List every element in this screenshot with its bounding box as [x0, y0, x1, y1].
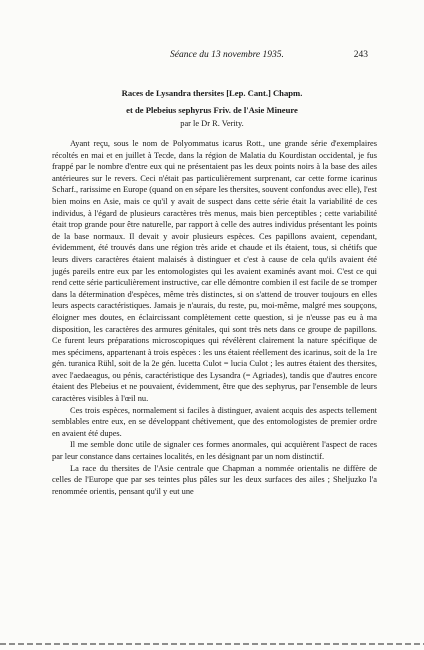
paragraph: Il me semble donc utile de signaler ces formes anormales, qui acquièrent l'aspect de races par leur constance dans certaines localités, en les désignant par un nom distinctif.	[52, 440, 377, 462]
paragraph: Ayant reçu, sous le nom de Polyommatus icarus Rott., une grande série d'exemplaires récoltés en mai et en juillet à Tecde, dans la région de Malatia du Kourdistan occidental, je fus frappé par le nombre d'entre eux qui ne présentaient pas les deux points noirs à la base des ailes antérieures sur le revers. Ceci n'était pas particulièrement surprenant, car cette forme icarinus Scharf., rarissime en Europe (quand on en sépare les thersites, souvent confondus avec elle), l'est bien moins en Asie, mais ce qu'il y avait de suspect dans cette série était la variabilité de ces individus, à l'égard de plusieurs caractères très menus, mais bien perceptibles ; cette variabilité était trop grande pour être naturelle, par rapport à celle des autres individus présentant les points de la base normaux. Il devait y avoir plusieurs espèces. Ces papillons avaient, cependant, évidemment, été trouvés dans une région très aride et chaude et ils étaient, tous, si chétifs que leurs divers caractères étaient malaisés à distinguer et c'est à cause de cela qu'ils avaient été jugés pareils entre eux par les entomologistes qui les avaient examinés avant moi. C'est ce qui rend cette série particulièrement instructive, car elle démontre combien il est facile de se tromper dans la détermination d'espèces, même très distinctes, si on s'attend de trouver toujours en elles leurs aspects caractéristiques. Jamais je n'aurais, du reste, pu, moi-même, malgré mes soupçons, éloigner mes doutes, en éclaircissant complètement cette question, si je n'eusse pas eu à ma disposition, les caractères des armures génitales, qui sont très nets dans ce groupe de papillons. Ce furent leurs préparations microscopiques qui révélèrent clairement la nature spécifique de mes spécimens, appartenant à trois espèces : les uns étaient réellement des icarinus, soit de la 1re gén. turanica Rühl, soit de la 2e gén. lucetta Culot = lucia Culot ; les autres étaient des thersites, avec l'aedaeagus, ou pénis, caractéristique des Lysandra (= Agriades), tandis que d'autres encore étaient des Plebeius et ne pouvaient, évidemment, être que des sephyrus, par l'ensemble de leurs caractères visibles à l'œil nu.	[52, 139, 377, 404]
article-title	[0, 85, 424, 119]
article-title-line-1: Races de Lysandra thersites [Lep. Cant.] Chapm.	[121, 88, 303, 98]
page-header	[0, 50, 424, 64]
article-body	[52, 138, 377, 497]
paragraph: Ces trois espèces, normalement si faciles à distinguer, avaient acquis des aspects tellement semblables entre eux, en se développant chétivement, que des entomologistes de premier ordre en avaient été dupes.	[52, 405, 377, 438]
paragraph: La race du thersites de l'Asie centrale que Chapman a nommée orientalis ne diffère de celles de l'Europe que par ses teintes plus pâles sur les deux surfaces des ailes ; Sheljuzko l'a renommée orientis, pensant qu'il y eut une	[52, 463, 377, 496]
scan-edge-rule	[0, 643, 424, 645]
running-title: Séance du 13 novembre 1935.	[170, 50, 284, 60]
article-author: par le Dr R. Verity.	[180, 119, 244, 128]
page-number: 243	[353, 50, 368, 60]
article-title-line-2: et de Plebeius sephyrus Friv. de l'Asie Mineure	[126, 105, 298, 115]
